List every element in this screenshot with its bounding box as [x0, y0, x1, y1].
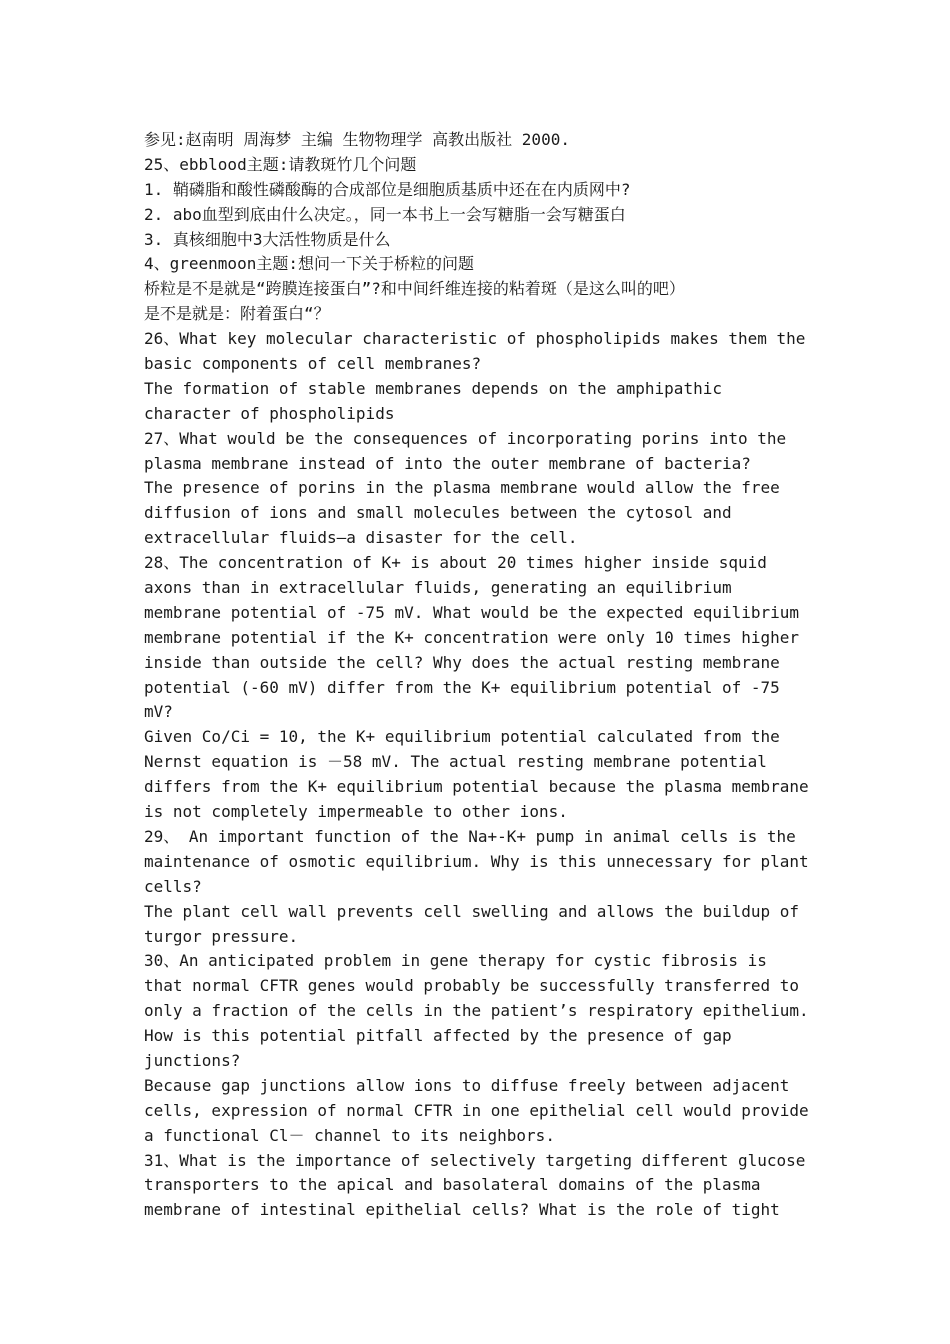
text-line: axons than in extracellular fluids, generating an equilibrium — [144, 578, 732, 598]
text-line: plasma membrane instead of into the outer membrane of bacteria? — [144, 453, 751, 473]
text-line: a functional Cl－ channel to its neighbors. — [144, 1125, 555, 1145]
text-line: only a fraction of the cells in the patient’s respiratory epithelium. — [144, 1001, 809, 1021]
text-line: How is this potential pitfall affected by the presence of gap — [144, 1026, 732, 1046]
text-line: 30、An anticipated problem in gene therapy for cystic fibrosis is — [144, 951, 767, 971]
text-line: 26、What key molecular characteristic of phospholipids makes them the — [144, 329, 806, 349]
text-line: 25、ebblood主题:请教斑竹几个问题 — [144, 154, 417, 174]
text-line: cells, expression of normal CFTR in one epithelial cell would provide — [144, 1100, 809, 1120]
text-line: is not completely impermeable to other ions. — [144, 802, 568, 822]
text-line: inside than outside the cell? Why does the actual resting membrane — [144, 652, 780, 672]
text-line: The plant cell wall prevents cell swelling and allows the buildup of — [144, 901, 800, 921]
text-line: membrane potential of -75 mV. What would be the expected equilibrium — [144, 602, 800, 622]
text-line: 31、What is the importance of selectively targeting different glucose — [144, 1150, 806, 1170]
text-line: 是不是就是：附着蛋白“？ — [144, 304, 330, 324]
text-line: Nernst equation is －58 mV. The actual resting membrane potential — [144, 752, 767, 772]
text-line: 28、The concentration of K+ is about 20 times higher inside squid — [144, 553, 767, 573]
text-line: The presence of porins in the plasma membrane would allow the free — [144, 478, 780, 498]
text-line: extracellular fluids—a disaster for the cell. — [144, 528, 578, 548]
text-line: transporters to the apical and basolateral domains of the plasma — [144, 1175, 761, 1195]
text-line: 桥粒是不是就是“跨膜连接蛋白”?和中间纤维连接的粘着斑（是这么叫的吧） — [144, 279, 685, 299]
text-line: membrane potential if the K+ concentration were only 10 times higher — [144, 627, 800, 647]
document-body — [144, 128, 824, 1223]
text-line: 29、 An important function of the Na+-K+ pump in animal cells is the — [144, 826, 796, 846]
text-line: 4、greenmoon主题:想问一下关于桥粒的问题 — [144, 254, 474, 274]
text-line: 参见:赵南明 周海梦 主编 生物物理学 高教出版社 2000. — [144, 130, 570, 149]
text-line: cells? — [144, 876, 202, 896]
text-line: membrane of intestinal epithelial cells? What is the role of tight — [144, 1200, 780, 1220]
text-line: Given Co/Ci = 10, the K+ equilibrium potential calculated from the — [144, 727, 780, 747]
text-line: maintenance of osmotic equilibrium. Why is this unnecessary for plant — [144, 851, 809, 871]
text-line: 27、What would be the consequences of incorporating porins into the — [144, 428, 787, 448]
text-line: 2. abo血型到底由什么决定。，同一本书上一会写糖脂一会写糖蛋白 — [144, 204, 626, 224]
text-line: Because gap junctions allow ions to diffuse freely between adjacent — [144, 1075, 790, 1095]
text-line: 3. 真核细胞中3大活性物质是什么 — [144, 229, 391, 249]
text-line: junctions? — [144, 1050, 241, 1070]
text-line: that normal CFTR genes would probably be successfully transferred to — [144, 976, 800, 996]
text-line: 1. 鞘磷脂和酸性磷酸酶的合成部位是细胞质基质中还在在内质网中? — [144, 179, 631, 199]
text-line: basic components of cell membranes? — [144, 354, 482, 374]
text-line: differs from the K+ equilibrium potential because the plasma membrane — [144, 777, 809, 797]
text-line: The formation of stable membranes depends on the amphipathic — [144, 378, 722, 398]
text-line: character of phospholipids — [144, 403, 395, 423]
text-line: turgor pressure. — [144, 926, 299, 946]
text-line: potential (-60 mV) differ from the K+ equilibrium potential of -75 — [144, 677, 780, 697]
text-line: diffusion of ions and small molecules between the cytosol and — [144, 503, 732, 523]
text-line: mV? — [144, 702, 173, 722]
